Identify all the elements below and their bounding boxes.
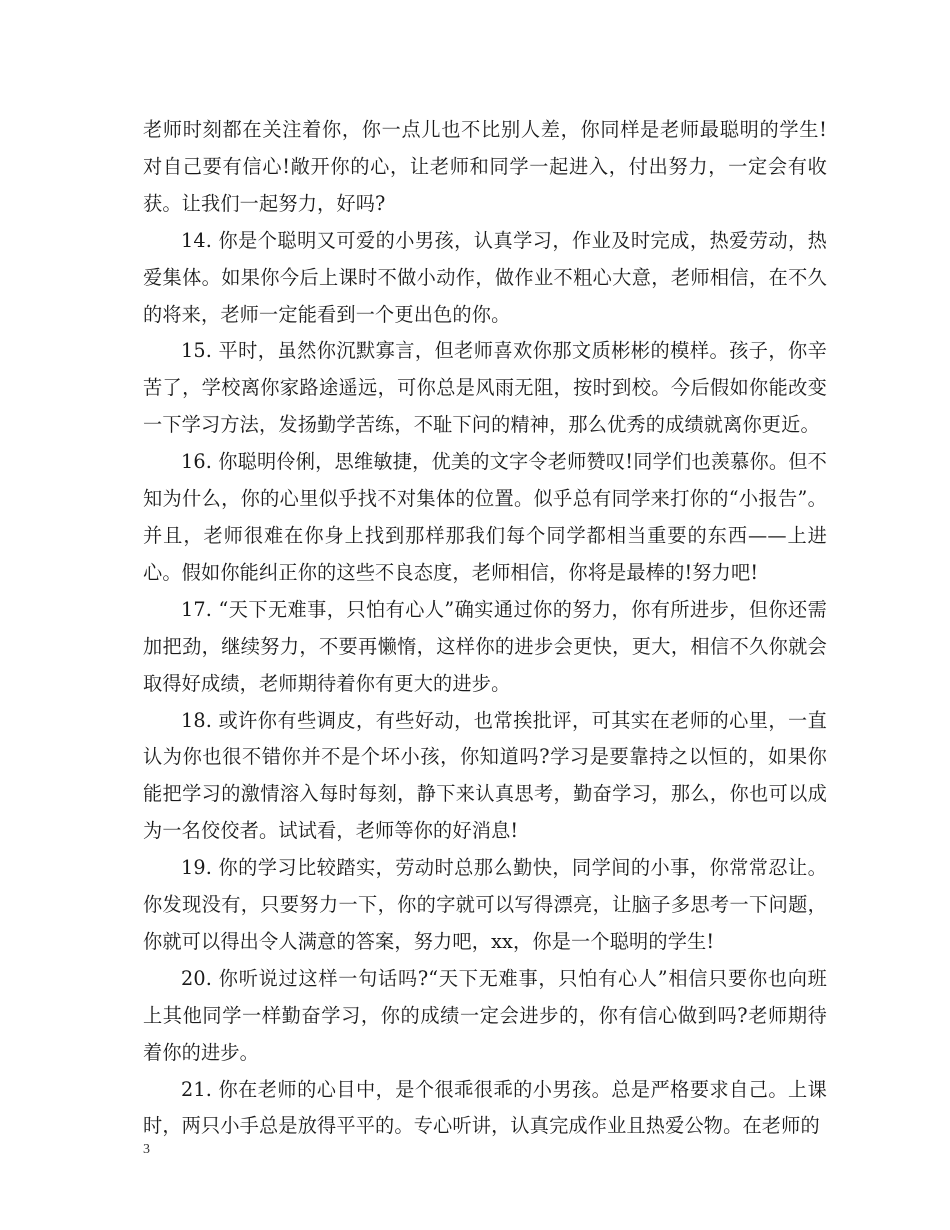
paragraph-item-16: 16. 你聪明伶俐，思维敏捷，优美的文字令老师赞叹!同学们也羡慕你。但不知为什么，你的心里似乎找不对集体的位置。似乎总有同学来打你的“小报告”。并且，老师很难在你身上找到那样那我们每个同学都相当重要的东西——上进心。假如你能纠正你的这些不良态度，老师相信，你将是最棒的!努力吧! <box>143 450 827 584</box>
document-page <box>143 112 827 1145</box>
paragraph-item-14: 14. 你是个聪明又可爱的小男孩，认真学习，作业及时完成，热爱劳动，热爱集体。如果你今后上课时不做小动作，做作业不粗心大意，老师相信，在不久的将来，老师一定能看到一个更出色的你。 <box>143 228 827 326</box>
paragraph-item-19: 19. 你的学习比较踏实，劳动时总那么勤快，同学间的小事，你常常忍让。你发现没有，只要努力一下，你的字就可以写得漂亮，让脑子多思考一下问题，你就可以得出令人满意的答案，努力吧，xx，你是一个聪明的学生! <box>143 856 827 953</box>
paragraph-item-21: 21. 你在老师的心目中，是个很乖很乖的小男孩。总是严格要求自己。上课时，两只小手总是放得平平的。专心听讲，认真完成作业且热爱公物。在老师的 <box>143 1077 827 1138</box>
paragraph-item-20: 20. 你听说过这样一句话吗?“天下无难事，只怕有心人”相信只要你也向班上其他同学一样勤奋学习，你的成绩一定会进步的，你有信心做到吗?老师期待着你的进步。 <box>143 966 827 1064</box>
page-number: 3 <box>143 1142 150 1157</box>
paragraph-item-17: 17. “天下无难事，只怕有心人”确实通过你的努力，你有所进步，但你还需加把劲，继续努力，不要再懒惰，这样你的进步会更快，更大，相信不久你就会取得好成绩，老师期待着你有更大的进步。 <box>143 597 827 695</box>
paragraph-continuation: 老师时刻都在关注着你，你一点儿也不比别人差，你同样是老师最聪明的学生!对自己要有信心!敞开你的心，让老师和同学一起进入，付出努力，一定会有收获。让我们一起努力，好吗? <box>143 118 827 215</box>
paragraph-item-18: 18. 或许你有些调皮，有些好动，也常挨批评，可其实在老师的心里，一直认为你也很不错你并不是个坏小孩，你知道吗?学习是要靠持之以恒的，如果你能把学习的激情溶入每时每刻，静下来认真思考，勤奋学习，那么，你也可以成为一名佼佼者。试试看，老师等你的好消息! <box>143 708 827 843</box>
paragraph-item-15: 15. 平时，虽然你沉默寡言，但老师喜欢你那文质彬彬的模样。孩子，你辛苦了，学校离你家路途遥远，可你总是风雨无阻，按时到校。今后假如你能改变一下学习方法，发扬勤学苦练，不耻下问的精神，那么优秀的成绩就离你更近。 <box>143 339 827 437</box>
